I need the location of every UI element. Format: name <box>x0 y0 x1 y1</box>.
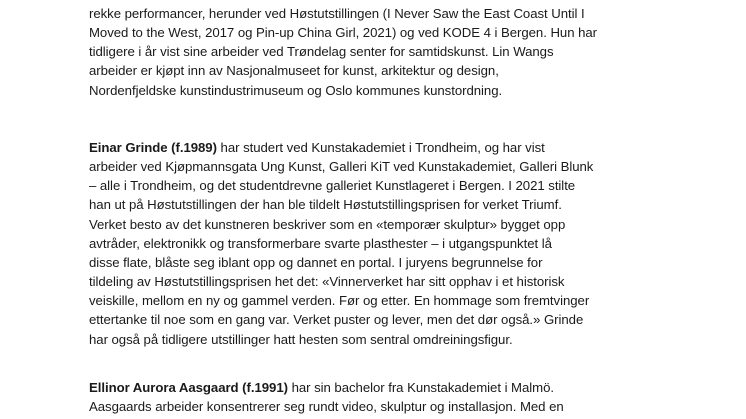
text-line: Nordenfjeldske kunstindustrimuseum og Oslo kommunes kunstordning. <box>89 82 503 98</box>
text-line: Moved to the West, 2017 og Pin-up China Girl, 2021) og ved KODE 4 i Bergen. Hun har <box>89 25 598 41</box>
text-line: disse flate, blåste seg iblant opp og dannet en portal. I juryens begrunnelse for <box>89 254 543 270</box>
text-line: avtråder, elektronikk og transformerbare svarte plasthester – i utgangspunktet lå <box>89 235 552 251</box>
text-line <box>89 138 659 157</box>
text-line: tildeling av Høstutstillingsprisen het det: «Vinnerverket har sitt opphav i et historisk <box>89 274 565 290</box>
artist-name: Einar Grinde (f.1989) <box>89 140 217 155</box>
text-line: ettertanke til noe som en gang var. Verket puster og lever, men det dør også.» Grinde <box>89 312 584 328</box>
document-page <box>89 0 659 419</box>
text-line: veiskille, mellom en ny og gammel verden. Før og etter. En hommage som fremtvinger <box>89 293 590 309</box>
artist-name: Ellinor Aurora Aasgaard (f.1991) <box>89 380 288 395</box>
text-line: har også på tidligere utstillinger hatt hesten som sentral omdreiningsfigur. <box>89 331 513 347</box>
text-line: Aasgaards arbeider konsentrerer seg rundt video, skulptur og installasjon. Med en <box>89 399 564 415</box>
text-line: arbeider er kjøpt inn av Nasjonalmuseet for kunst, arkitektur og design, <box>89 63 499 79</box>
text-fragment: har sin bachelor fra Kunstakademiet i Malmö. <box>287 380 554 395</box>
text-line: tidligere i år vist sine arbeider ved Trøndelag senter for samtidskunst. Lin Wangs <box>89 44 554 60</box>
paragraph-lin-wang <box>89 4 659 100</box>
text-line: Verket besto av det kunstneren beskriver som en «temporær skulptur» bygget opp <box>89 216 566 232</box>
text-fragment: har studert ved Kunstakademiet i Trondheim, og har vist <box>216 140 545 155</box>
paragraph-einar-grinde <box>89 138 659 349</box>
paragraph-ellinor-aasgaard <box>89 378 659 416</box>
text-line: arbeider ved Kjøpmannsgata Ung Kunst, Galleri KiT ved Kunstakademiet, Galleri Blunk <box>89 159 594 175</box>
text-line: – alle i Trondheim, og det studentdrevne galleriet Kunstlageret i Bergen. I 2021 stilte <box>89 178 576 194</box>
text-line <box>89 378 659 397</box>
text-line: rekke performancer, herunder ved Høstutstillingen (I Never Saw the East Coast Until I <box>89 6 585 21</box>
text-line: han ut på Høstutstillingen der han ble tildelt Høstutstillingsprisen for verket Triumf. <box>89 197 562 213</box>
